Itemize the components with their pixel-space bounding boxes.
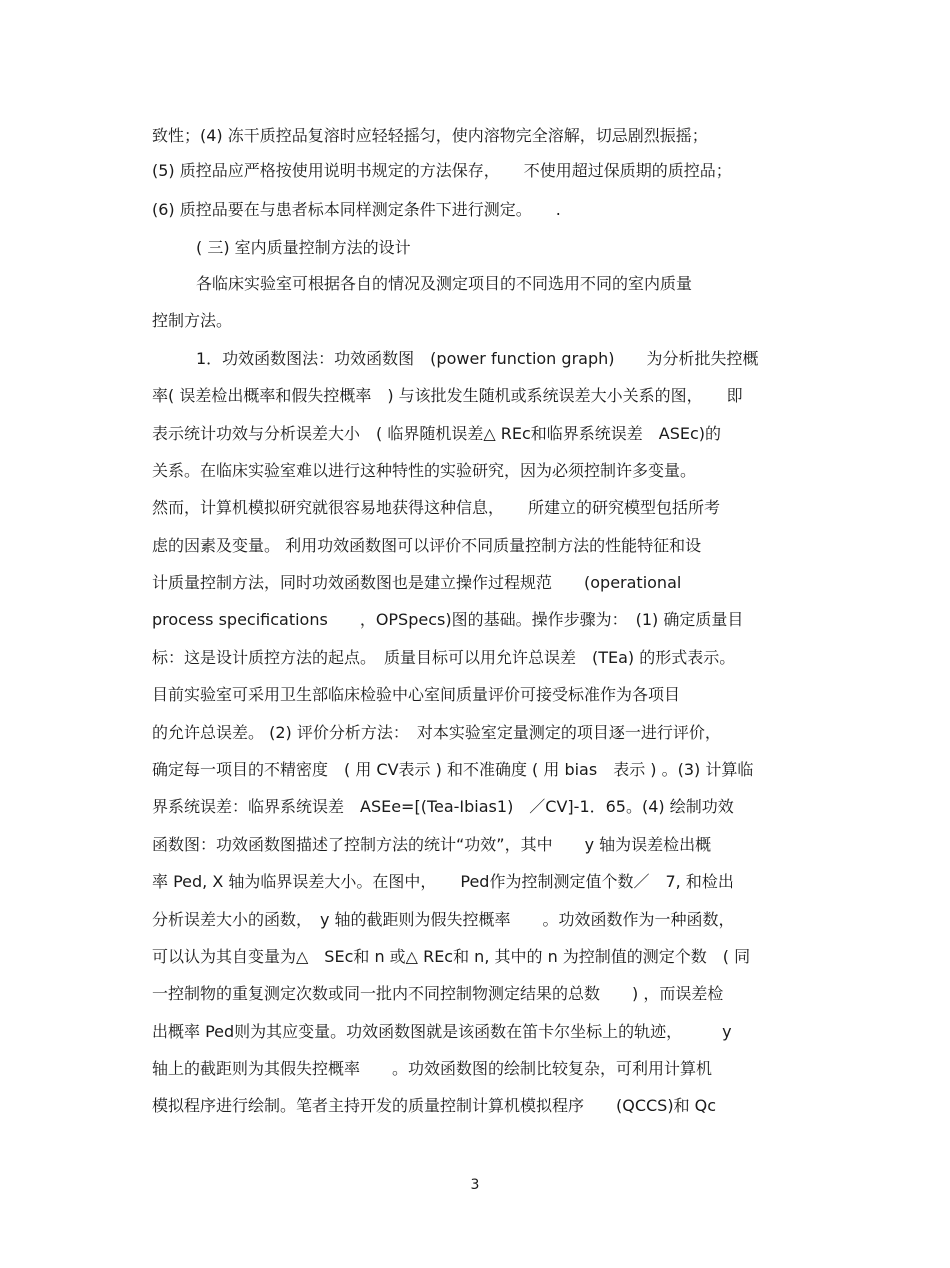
text-line-1: 致性；(4) 冻干质控品复溶时应轻轻摇匀，使内溶物完全溶解，切忌剧烈振摇； — [152, 126, 708, 145]
text-line-20: 函数图：功效函数图描述了控制方法的统计“功效”，其中 y 轴为误差检出概 — [152, 835, 712, 854]
text-line-25: 出概率 Ped则为其应变量。功效函数图就是该函数在笛卡尔坐标上的轨迹， y — [152, 1022, 732, 1041]
text-line-26: 轴上的截距则为其假失控概率 。功效函数图的绘制比较复杂，可利用计算机 — [152, 1059, 713, 1078]
text-line-14: process specifications ，OPSpecs)图的基础。操作步骤为： (1) 确定质量目 — [152, 610, 744, 629]
text-line-12: 虑的因素及变量。 利用功效函数图可以评价不同质量控制方法的性能特征和设 — [152, 536, 702, 555]
text-line-27: 模拟程序进行绘制。笔者主持开发的质量控制计算机模拟程序 (QCCS)和 Qc — [152, 1096, 717, 1115]
text-line-7: 1．功效函数图法：功效函数图 (power function graph) 为分析批失控概 — [196, 349, 759, 368]
text-line-24: 一控制物的重复测定次数或同一批内不同控制物测定结果的总数 ) ，而误差检 — [152, 984, 724, 1003]
text-line-13: 计质量控制方法，同时功效函数图也是建立操作过程规范 (operational — [152, 573, 682, 592]
text-line-17: 的允许总误差。 (2) 评价分析方法： 对本实验室定量测定的项目逐一进行评价， — [152, 723, 721, 742]
text-line-11: 然而，计算机模拟研究就很容易地获得这种信息， 所建立的研究模型包括所考 — [152, 498, 721, 517]
text-line-6: 控制方法。 — [152, 311, 233, 330]
text-line-18: 确定每一项目的不精密度 ( 用 CV表示 ) 和不准确度 ( 用 bias 表示 ) 。(3) 计算临 — [152, 760, 754, 779]
text-line-16: 目前实验室可采用卫生部临床检验中心室间质量评价可接受标准作为各项目 — [152, 685, 681, 704]
text-line-21: 率 Ped, X 轴为临界误差大小。在图中， Ped作为控制测定值个数／ 7, 和检出 — [152, 872, 734, 891]
text-line-3: (6) 质控品要在与患者标本同样测定条件下进行测定。 . — [152, 200, 561, 219]
text-line-19: 界系统误差：临界系统误差 ASEe=[(Tea-Ibias1) ／CV]-1．65。(4) 绘制功效 — [152, 797, 734, 816]
text-line-5: 各临床实验室可根据各自的情况及测定项目的不同选用不同的室内质量 — [196, 274, 693, 293]
page-number: 3 — [470, 1177, 480, 1193]
text-line-22: 分析误差大小的函数， y 轴的截距则为假失控概率 。功效函数作为一种函数， — [152, 910, 735, 929]
text-line-8: 率( 误差检出概率和假失控概率 ) 与该批发生随机或系统误差大小关系的图， 即 — [152, 386, 743, 405]
text-line-10: 关系。在临床实验室难以进行这种特性的实验研究，因为必须控制许多变量。 — [152, 461, 697, 480]
text-line-15: 标：这是设计质控方法的起点。 质量目标可以用允许总误差 (TEa) 的形式表示。 — [152, 648, 736, 667]
text-line-9: 表示统计功效与分析误差大小 ( 临界随机误差△ REc和临界系统误差 ASEc)的 — [152, 424, 721, 443]
text-line-23: 可以认为其自变量为△ SEc和 n 或△ REc和 n, 其中的 n 为控制值的测定个数 ( 同 — [152, 947, 751, 966]
text-line-2: (5) 质控品应严格按使用说明书规定的方法保存， 不使用超过保质期的质控品； — [152, 161, 732, 180]
section-heading: ( 三) 室内质量控制方法的设计 — [196, 238, 411, 257]
